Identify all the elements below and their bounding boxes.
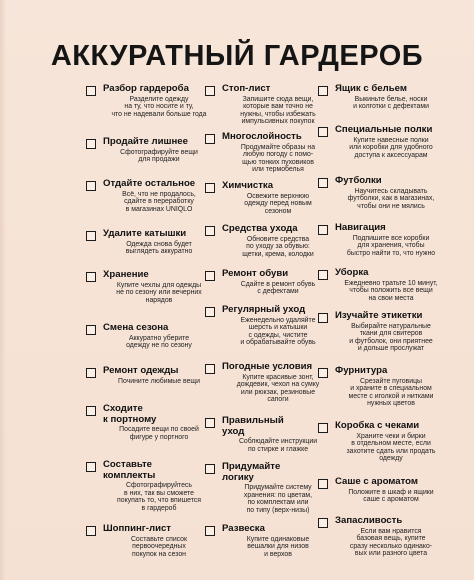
checklist-item bbox=[86, 323, 221, 350]
checkbox[interactable] bbox=[205, 364, 215, 374]
item-description: Продумайте образы на любую погоду с помо- щью тонких пуховиков или термобелья bbox=[240, 143, 316, 174]
checkbox[interactable] bbox=[86, 86, 96, 96]
item-description: Сфотографируйте вещи для продажи bbox=[120, 148, 198, 164]
checkbox[interactable] bbox=[205, 226, 215, 236]
checkbox[interactable] bbox=[205, 464, 215, 474]
item-description: Выкиньте белье, носки и колготки с дефектами bbox=[353, 95, 429, 111]
item-title: Придумайте логику bbox=[222, 461, 281, 483]
item-title: Правильный уход bbox=[222, 415, 284, 437]
item-title: Изучайте этикетки bbox=[335, 310, 423, 321]
checkbox[interactable] bbox=[86, 526, 96, 536]
checklist-item bbox=[318, 84, 453, 111]
item-description: Подпишите все коробки для хранения, чтобы быстро найти то, что нужно bbox=[346, 234, 436, 257]
checkbox[interactable] bbox=[318, 270, 328, 280]
item-title: Ремонт одежды bbox=[103, 365, 179, 376]
item-description: Срезайте пуговицы и храните в специальном месте с иголкой и нитками нужных цветов bbox=[348, 377, 434, 408]
checkbox[interactable] bbox=[318, 127, 328, 137]
item-title: Уборка bbox=[335, 267, 369, 278]
checkbox[interactable] bbox=[205, 307, 215, 317]
item-title: Многослойность bbox=[222, 131, 302, 142]
item-title: Запасливость bbox=[335, 515, 403, 526]
item-title: Средства ухода bbox=[222, 223, 298, 234]
item-description: Купите чехлы для одежды не по сезону или вечерних нарядов bbox=[116, 281, 202, 304]
checklist-columns bbox=[0, 84, 474, 580]
checkbox[interactable] bbox=[318, 423, 328, 433]
checklist-item bbox=[86, 404, 221, 441]
checklist-item bbox=[86, 179, 221, 213]
checkbox[interactable] bbox=[86, 368, 96, 378]
page-title: АККУРАТНЫЙ ГАРДЕРОБ bbox=[50, 40, 424, 72]
checklist-item bbox=[318, 366, 453, 408]
checkbox[interactable] bbox=[86, 231, 96, 241]
checklist-item bbox=[86, 460, 221, 512]
checklist-column bbox=[86, 84, 221, 580]
item-description: Научитесь складывать футболки, как в магазинах, чтобы они не мялись bbox=[347, 187, 435, 210]
checkbox[interactable] bbox=[86, 181, 96, 191]
item-title: Хранение bbox=[103, 269, 149, 280]
checkbox[interactable] bbox=[318, 518, 328, 528]
item-description: Всё, что не продалось, сдайте в переработку в магазинах UNIQLO bbox=[122, 190, 196, 213]
item-description: Соблюдайте инструкции по стирке и глажке bbox=[238, 438, 318, 453]
item-description: Посадите вещи по своей фигуре у портного bbox=[119, 426, 199, 441]
item-title: Футболки bbox=[335, 175, 382, 186]
item-title: Развеска bbox=[222, 523, 265, 534]
item-description: Положите в шкаф и ящики саше с ароматом bbox=[348, 488, 434, 504]
checkbox[interactable] bbox=[205, 86, 215, 96]
checklist-item bbox=[318, 125, 453, 159]
checklist-item bbox=[86, 84, 221, 118]
checklist-item bbox=[318, 516, 453, 558]
checklist-item bbox=[318, 311, 453, 353]
item-description: Одежда снова будет выглядеть аккуратно bbox=[125, 240, 193, 256]
checklist-item bbox=[86, 366, 221, 385]
checkbox[interactable] bbox=[86, 272, 96, 282]
item-title: Шоппинг-лист bbox=[103, 523, 171, 534]
checkbox[interactable] bbox=[205, 183, 215, 193]
checklist-item bbox=[318, 268, 453, 302]
checkbox[interactable] bbox=[205, 271, 215, 281]
item-title: Смена сезона bbox=[103, 322, 169, 333]
checklist-item bbox=[318, 421, 453, 463]
item-description: Разделите одежду на ту, что носите и ту, что не надевали больше года bbox=[111, 95, 207, 118]
item-description: Выбирайте натуральные ткани для свитеров и футболок, они приятнее и дольше прослужат bbox=[349, 322, 433, 353]
checkbox[interactable] bbox=[205, 134, 215, 144]
item-title: Сходите к портному bbox=[103, 403, 157, 425]
checkbox[interactable] bbox=[318, 313, 328, 323]
item-description: Составьте список первоочередных покупок на сезон bbox=[130, 535, 188, 558]
item-title: Погодные условия bbox=[222, 361, 313, 372]
item-title: Отдайте остальное bbox=[103, 178, 196, 189]
checklist-item bbox=[86, 270, 221, 304]
checklist-item bbox=[318, 176, 453, 210]
item-title: Стоп-лист bbox=[222, 83, 271, 94]
item-description: Купите навесные полки или коробки для удобного доступа к аксессуарам bbox=[349, 136, 433, 159]
item-description: Освежите верхнюю одежду перед новым сезоном bbox=[244, 192, 312, 215]
checkbox[interactable] bbox=[318, 368, 328, 378]
item-title: Разбор гардероба bbox=[103, 83, 189, 94]
checklist-item bbox=[86, 137, 221, 164]
checklist-item bbox=[318, 223, 453, 257]
item-description: Обновите средства по уходу за обувью: щетки, крема, колодки bbox=[242, 235, 314, 258]
item-title: Ящик с бельем bbox=[335, 83, 407, 94]
item-description: Еженедельно удаляйте шерсть и катышки с одежды, чистите и обрабатывайте обувь bbox=[240, 316, 316, 347]
item-description: Придумайте систему хранения: по цветам, по комплектам или по типу (верх-низы) bbox=[243, 484, 313, 514]
item-description: Купите одинаковые вешалки для низов и верхов bbox=[246, 535, 310, 558]
item-description: Почините любимые вещи bbox=[118, 377, 200, 385]
item-title: Продайте лишнее bbox=[103, 136, 188, 147]
item-title: Навигация bbox=[335, 222, 386, 233]
item-description: Сдайте в ремонт обувь с дефектами bbox=[240, 280, 316, 296]
item-description: Запишите сюда вещи, которые вам точно не нужны, чтобы избежать импульсивных покупок bbox=[240, 95, 316, 126]
item-description: Аккуратно уберите одежду не по сезону bbox=[126, 334, 192, 350]
checkbox[interactable] bbox=[86, 325, 96, 335]
item-description: Купите красивые зонт, дождевик, чехол на сумку или рюкзак, резиновые сапоги bbox=[236, 373, 320, 404]
checkbox[interactable] bbox=[318, 86, 328, 96]
item-title: Коробка с чеками bbox=[335, 420, 420, 431]
checkbox[interactable] bbox=[318, 479, 328, 489]
item-description: Если вам нравится базовая вещь, купите сразу несколько одинако- вых или разного цвета bbox=[349, 527, 433, 558]
checkbox[interactable] bbox=[205, 526, 215, 536]
checklist-item bbox=[86, 524, 221, 558]
item-description: Храните чеки и бирки в отдельном месте, если захотите сдать или продать одежду bbox=[346, 432, 436, 463]
item-title: Специальные полки bbox=[335, 124, 433, 135]
item-title: Химчистка bbox=[222, 180, 274, 191]
item-title: Ремонт обуви bbox=[222, 268, 289, 279]
checkbox[interactable] bbox=[86, 139, 96, 149]
checkbox[interactable] bbox=[205, 418, 215, 428]
checkbox[interactable] bbox=[318, 178, 328, 188]
item-description: Сфотографируйтесь в них, так вы сможете покупать то, что впишется в гардероб bbox=[117, 482, 201, 512]
checkbox[interactable] bbox=[86, 406, 96, 416]
item-description: Ежедневно тратьте 10 минут, чтобы положить все вещи на свои места bbox=[344, 279, 438, 302]
checkbox[interactable] bbox=[318, 225, 328, 235]
checklist-item bbox=[318, 477, 453, 504]
item-title: Составьте комплекты bbox=[103, 459, 156, 481]
item-title: Регулярный уход bbox=[222, 304, 306, 315]
item-title: Саше с ароматом bbox=[335, 476, 419, 487]
checklist-column bbox=[318, 84, 453, 580]
checklist-item bbox=[86, 229, 221, 256]
item-title: Удалите катышки bbox=[103, 228, 187, 239]
checkbox[interactable] bbox=[86, 462, 96, 472]
item-title: Фурнитура bbox=[335, 365, 388, 376]
